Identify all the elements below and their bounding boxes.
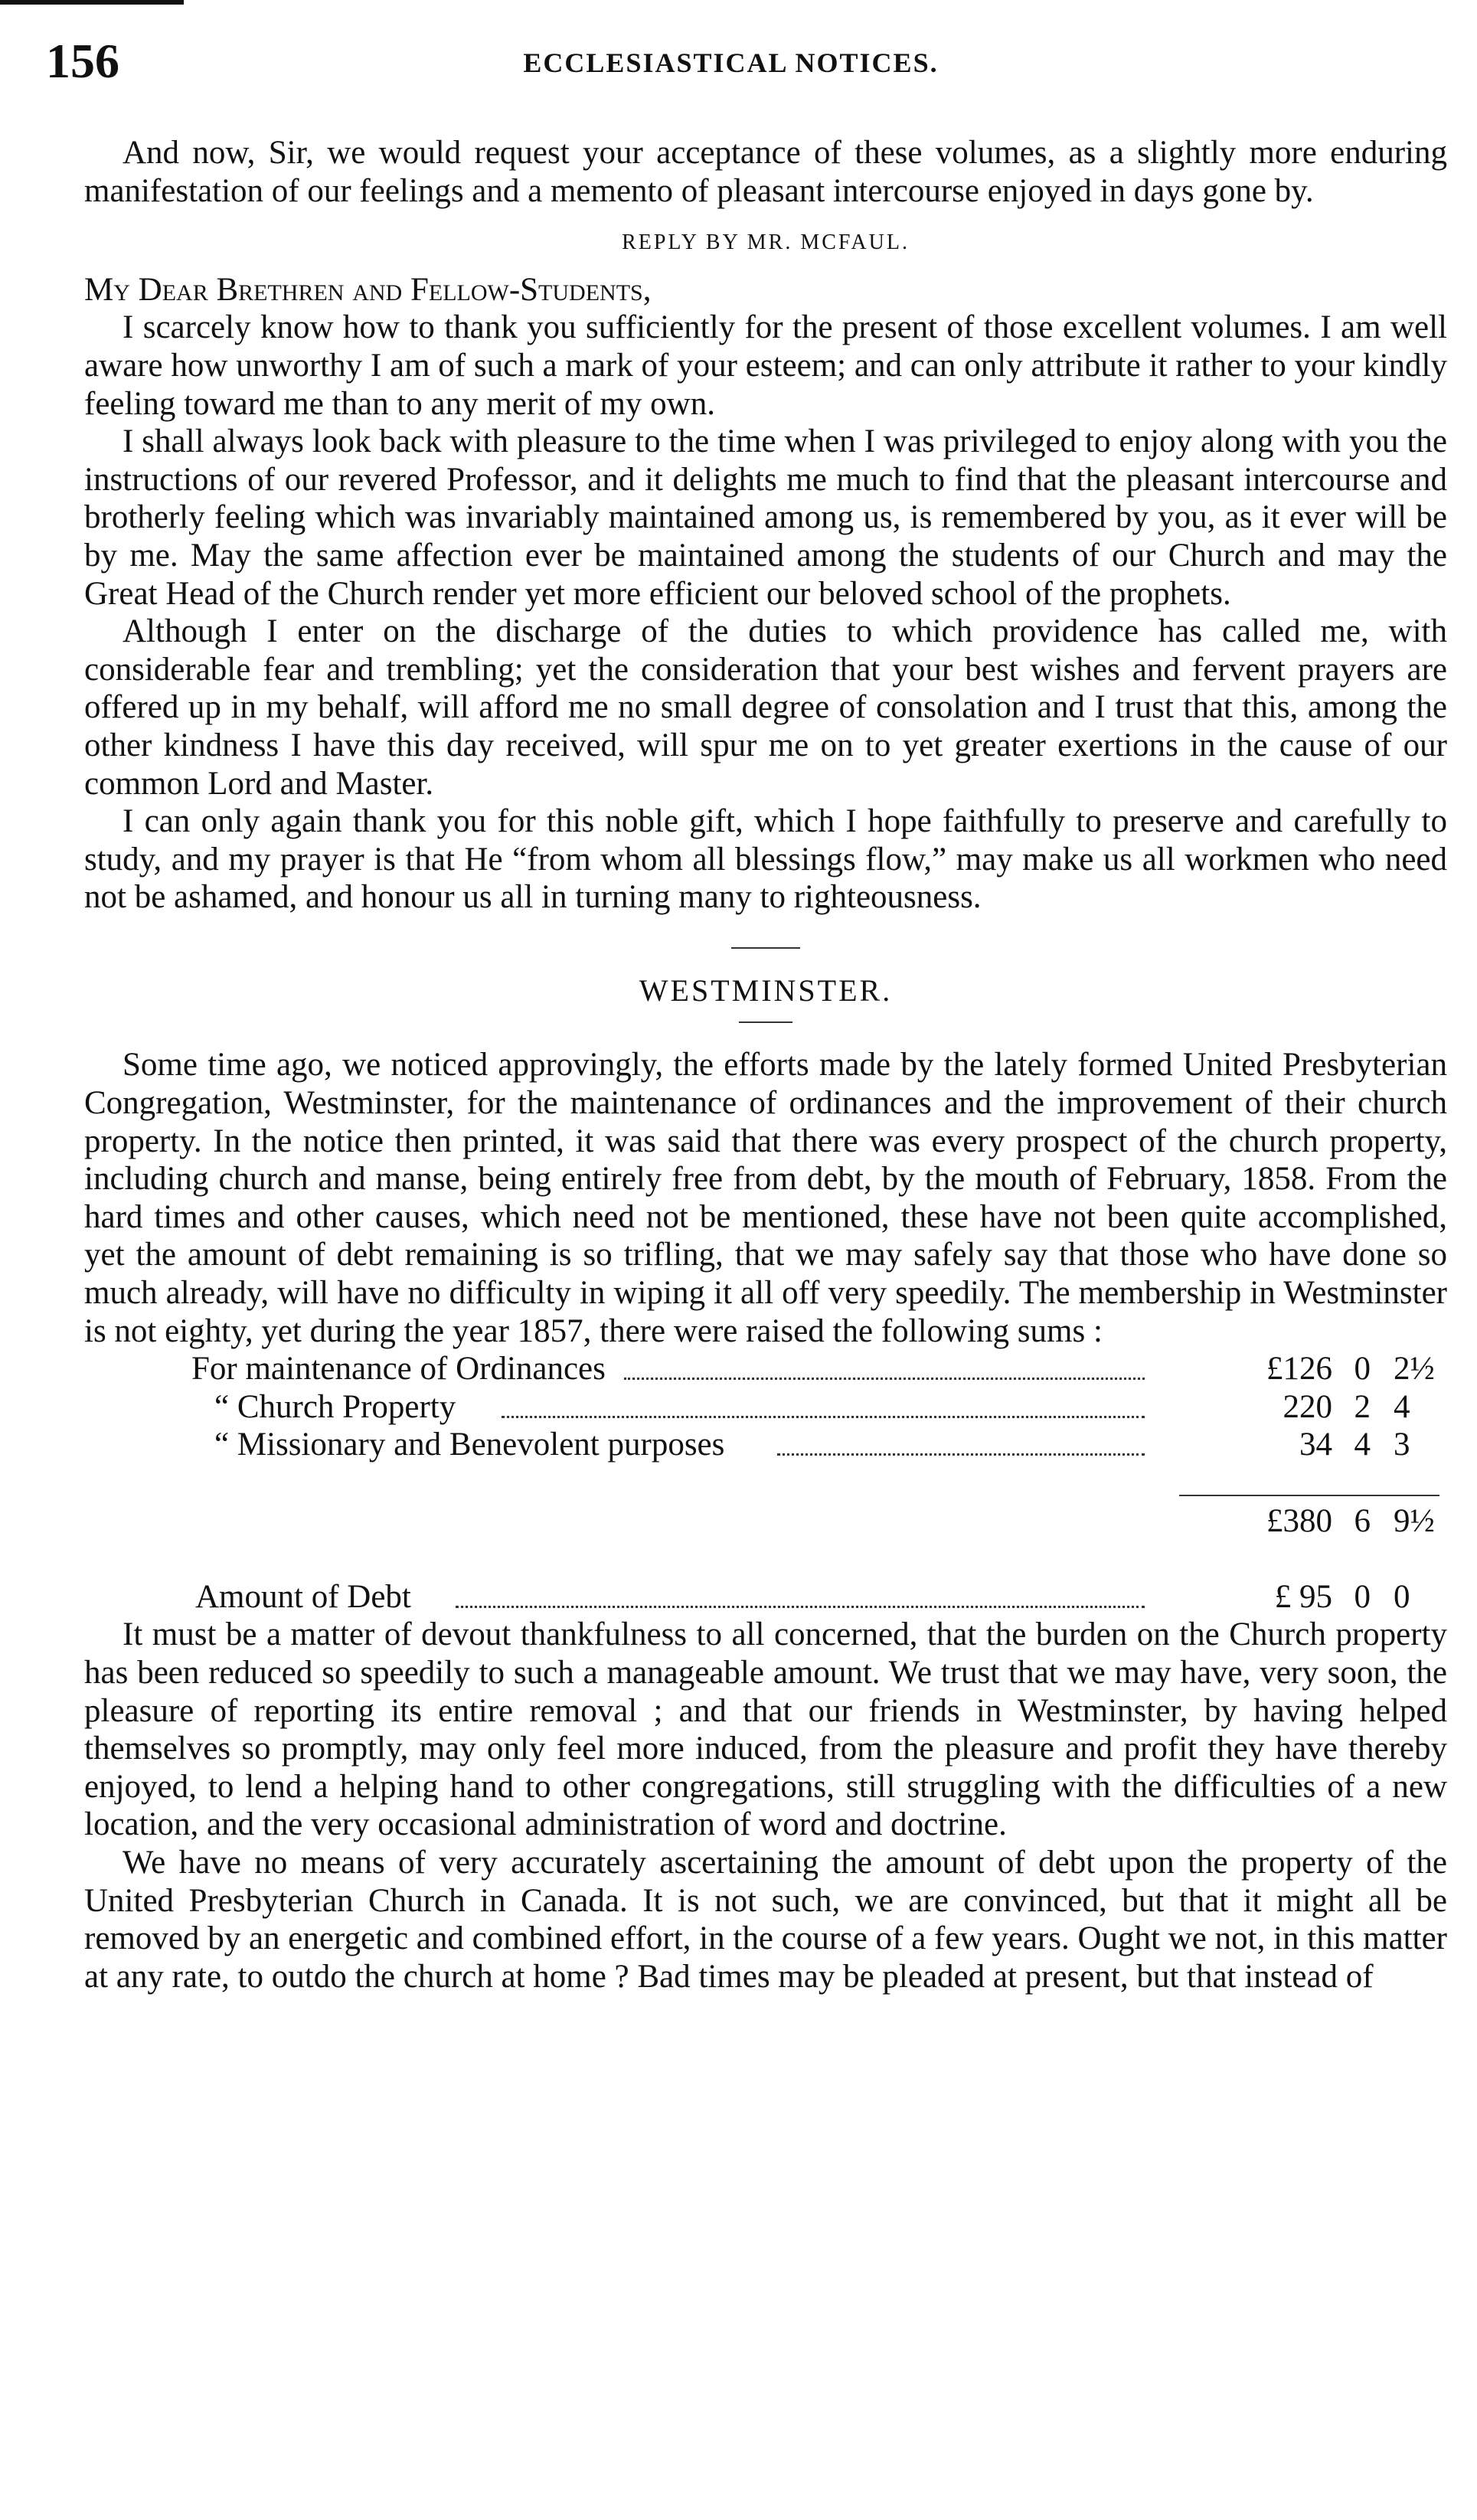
leader-dots (456, 1606, 1145, 1608)
reply-paragraph: I scarcely know how to thank you sufficiently for the present of those excellent volumes. I am well aware how unworthy I am of such a mark of your esteem; and can only attribute it rather to your kindly feeling toward me than to any merit of my own. (84, 309, 1447, 422)
sums-pence: 3 (1394, 1427, 1410, 1463)
total-pence: 9½ (1394, 1502, 1435, 1539)
sums-pence: 4 (1394, 1388, 1410, 1425)
running-head: ECCLESIASTICAL NOTICES. (523, 47, 939, 78)
debt-label: Amount of Debt (195, 1578, 411, 1615)
sums-label: “ Church Property (214, 1388, 456, 1425)
sums-pence: 2½ (1394, 1351, 1435, 1387)
reply-heading: REPLY BY MR. MCFAUL. (622, 230, 910, 255)
total-row (84, 1502, 1447, 1541)
sums-shillings: 2 (1354, 1388, 1371, 1425)
sums-label: “ Missionary and Benevolent purposes (214, 1427, 725, 1463)
total-pounds: £380 (1266, 1502, 1332, 1539)
page-body (84, 134, 1447, 1995)
total-shillings: 6 (1354, 1502, 1371, 1539)
reply-salutation: My Dear Brethren and Fellow-Students, (84, 271, 652, 308)
debt-pounds: £ 95 (1274, 1578, 1332, 1615)
sums-pounds: £126 (1266, 1351, 1332, 1387)
sums-table (84, 1350, 1447, 1616)
westminster-paragraph: It must be a matter of devout thankfulness to all concerned, that the burden on the Church property has been reduced so speedily to such a manageable amount. We trust that we may have, very soon, the pleasure of reporting its entire removal ; and that our friends in Westminster, by having helped themselves so promptly, may only feel more induced, from the pleasure and profit they have thereby enjoyed, to lend a helping hand to other congregations, still struggling with the difficulties of a new location, and the very occasional administration of word and doctrine. (84, 1616, 1447, 1843)
address-closing-paragraph: And now, Sir, we would request your acceptance of these volumes, as a slightly more enduring manifestation of our feelings and a memento of pleasant intercourse enjoyed in days gone by. (84, 135, 1447, 209)
sums-shillings: 0 (1354, 1351, 1371, 1387)
top-rule (0, 0, 184, 5)
westminster-paragraph: We have no means of very accurately ascertaining the amount of debt upon the property of the United Presbyterian Church in Canada. It is not such, we are convinced, but that it might all be removed by an energetic and combined effort, in the course of a few years. Ought we not, in this matter at any rate, to outdo the church at home ? Bad times may be pleaded at present, but that instead of (84, 1844, 1447, 1995)
reply-paragraph: Although I enter on the discharge of the duties to which providence has called me, with considerable fear and trembling; yet the consideration that your best wishes and fervent prayers are offered up in my behalf, will afford me no small degree of consolation and I trust that this, among the other kindness I have this day received, will spur me on to yet greater exertions in the cause of our common Lord and Master. (84, 613, 1447, 802)
sums-pounds: 220 (1283, 1388, 1332, 1425)
debt-shillings: 0 (1354, 1578, 1371, 1615)
debt-row (84, 1578, 1447, 1616)
sums-pounds: 34 (1299, 1427, 1332, 1463)
sum-rule (1179, 1495, 1439, 1496)
leader-dots (777, 1453, 1145, 1456)
page-number: 156 (46, 34, 119, 88)
title-underline (739, 1021, 792, 1023)
sums-shillings: 4 (1354, 1427, 1371, 1463)
sums-row (84, 1426, 1447, 1464)
sums-row (84, 1350, 1447, 1388)
leader-dots (624, 1378, 1145, 1380)
section-divider (731, 947, 800, 949)
sums-row (84, 1388, 1447, 1427)
reply-paragraph: I shall always look back with pleasure to the time when I was privileged to enjoy along with you the instructions of our revered Professor, and it delights me much to find that the pleasant intercourse and brotherly feeling which was invariably maintained among us, is remembered by you, as it ever will be by me. May the same affection ever be maintained among the students of our Church and may the Great Head of the Church render yet more efficient our beloved school of the prophets. (84, 423, 1447, 612)
table-spacer (84, 1540, 1447, 1578)
reply-paragraph: I can only again thank you for this noble gift, which I hope faithfully to preserve and carefully to study, and my prayer is that He “from whom all blessings flow,” may make us all workmen who need not be ashamed, and honour us all in turning many to righteousness. (84, 803, 1447, 916)
westminster-intro-paragraph: Some time ago, we noticed approvingly, the efforts made by the lately formed United Presbyterian Congregation, Westminster, for the maintenance of ordinances and the improvement of their church property. In the notice then printed, it was said that there was every prospect of the church property, including church and manse, being entirely free from debt, by the mouth of February, 1858. From the hard times and other causes, which need not be mentioned, these have not been quite accomplished, yet the amount of debt remaining is so trifling, that we may safely say that those who have done so much already, will have no difficulty in wiping it all off very speedily. The membership in Westminster is not eighty, yet during the year 1857, there were raised the following sums : (84, 1047, 1447, 1349)
leader-dots (502, 1416, 1145, 1418)
debt-pence: 0 (1394, 1578, 1410, 1615)
sum-rule-row (84, 1464, 1447, 1502)
page-header (46, 31, 1416, 92)
section-title: WESTMINSTER. (639, 972, 893, 1008)
sums-label: For maintenance of Ordinances (191, 1351, 606, 1387)
